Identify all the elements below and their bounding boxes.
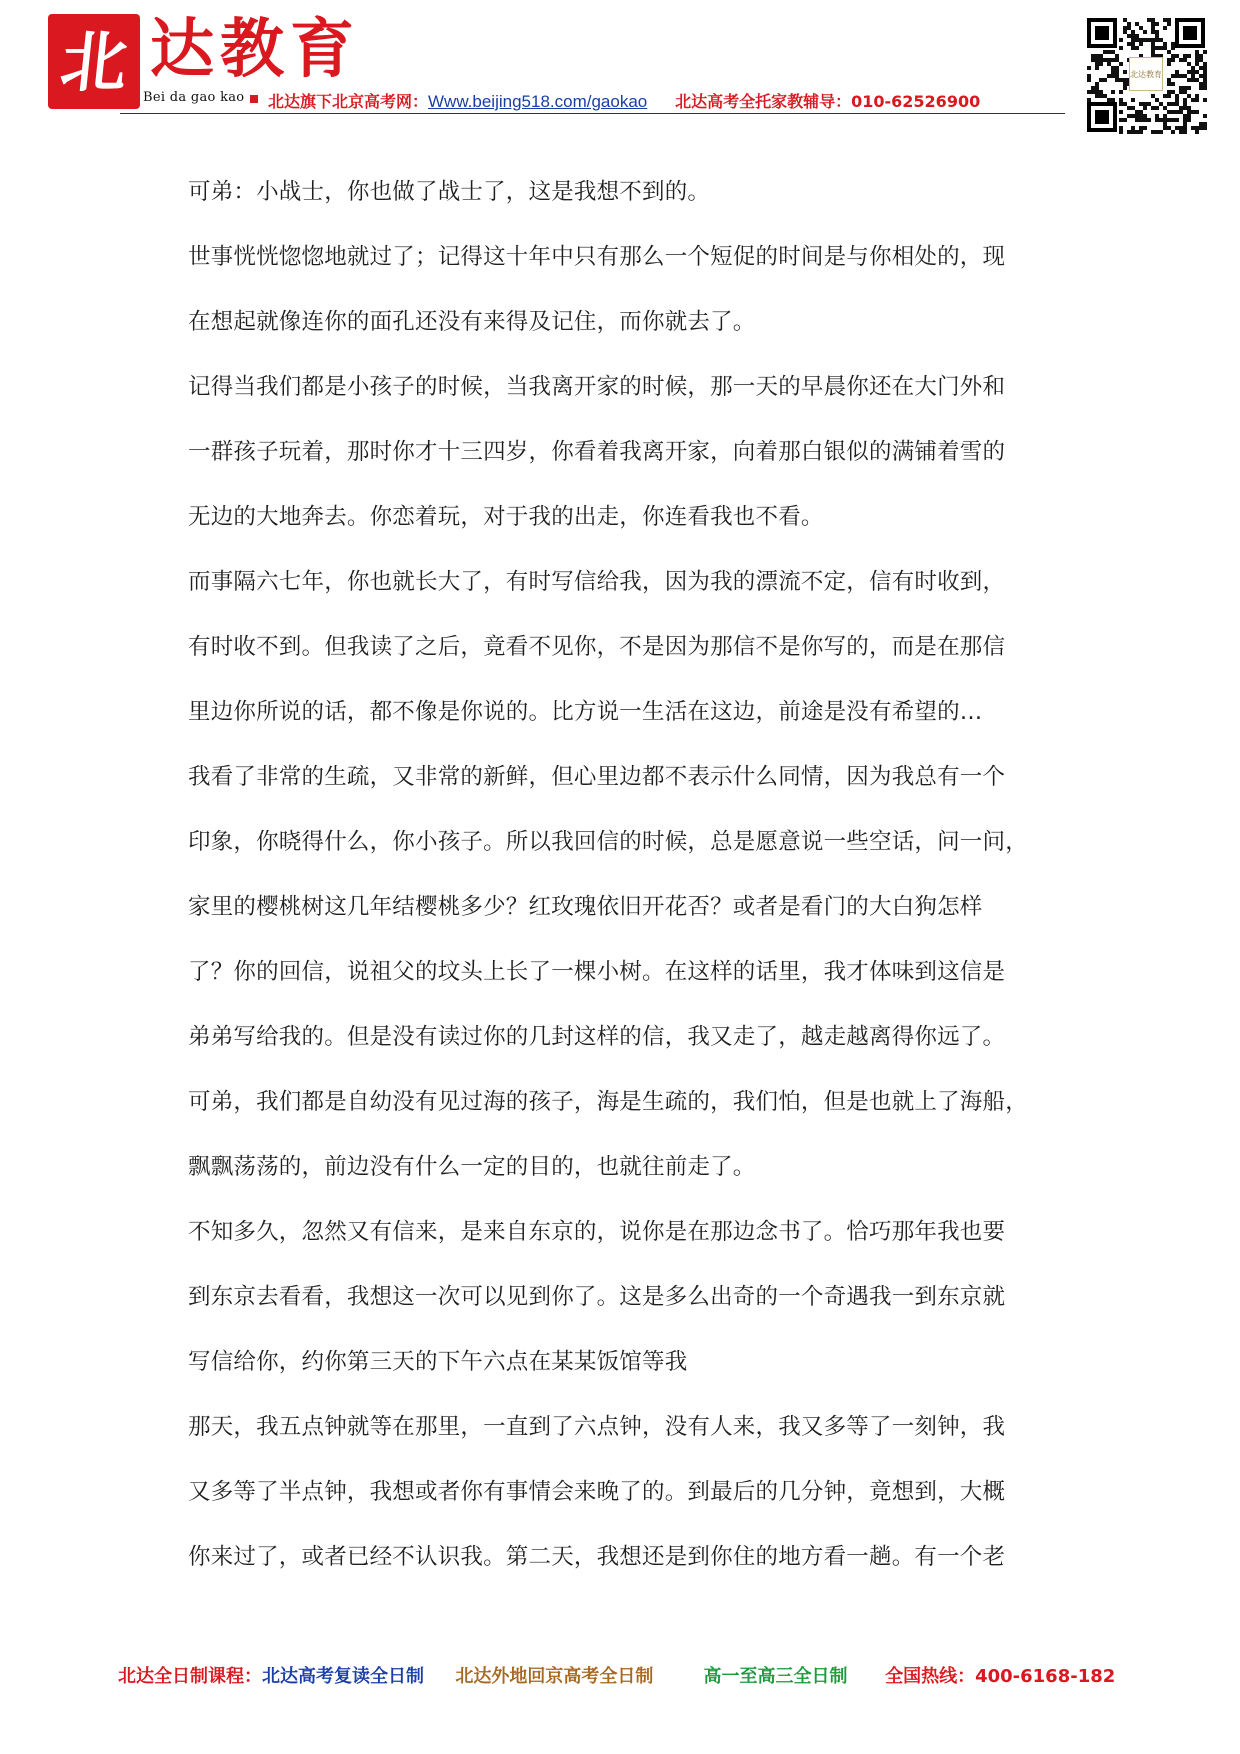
text-line: 可弟，我们都是自幼没有见过海的孩子，海是生疏的，我们怕，但是也就上了海船， [188,1089,1028,1115]
footer-label: 北达全日制课程： [118,1666,262,1687]
text-line: 有时收不到。但我读了之后，竟看不见你，不是因为那信不是你写的，而是在那信 [188,634,1006,660]
footer-course-3: 高一至高三全日制 [703,1666,848,1687]
page-footer [118,1662,1115,1688]
text-line: 里边你所说的话，都不像是你说的。比方说一生活在这边，前途是没有希望的… [188,699,983,725]
site-link[interactable]: Www.beijing518.com/gaokao [428,92,648,111]
brand-name: 达教育 [150,12,360,87]
text-line: 我看了非常的生疏，又非常的新鲜，但心里边都不表示什么同情，因为我总有一个 [188,764,1006,790]
site-label: 北达旗下北京高考网： [268,92,429,111]
text-line: 又多等了半点钟，我想或者你有事情会来晚了的。到最后的几分钟，竟想到，大概 [188,1479,1006,1505]
text-line: 了？你的回信，说祖父的坟头上长了一棵小树。在这样的话里，我才体味到这信是 [188,959,1006,985]
qr-center-label: 北达教育 [1129,57,1163,91]
footer-course-1: 北达高考复读全日制 [262,1666,424,1687]
text-line: 写信给你，约你第三天的下午六点在某某饭馆等我 [188,1349,688,1375]
text-line: 那天，我五点钟就等在那里，一直到了六点钟，没有人来，我又多等了一刻钟，我 [188,1414,1006,1440]
text-line: 你来过了，或者已经不认识我。第二天，我想还是到你住的地方看一趟。有一个老 [188,1544,1006,1570]
text-line: 飘飘荡荡的，前边没有什么一定的目的，也就往前走了。 [188,1154,756,1180]
footer-hotline: 全国热线：400-6168-182 [885,1666,1116,1687]
text-line: 无边的大地奔去。你恋着玩，对于我的出走，你连看我也不看。 [188,504,824,530]
square-bullet-icon [250,95,258,103]
footer-course-2: 北达外地回京高考全日制 [455,1666,654,1687]
logo-char: 北 [56,22,132,101]
text-line: 家里的樱桃树这几年结樱桃多少？红玫瑰依旧开花否？或者是看门的大白狗怎样 [188,894,983,920]
qr-code-icon [1085,16,1207,134]
brand-logo [48,14,140,109]
text-line: 记得当我们都是小孩子的时候，当我离开家的时候，那一天的早晨你还在大门外和 [188,374,1006,400]
tutor-label: 北达高考全托家教辅导：010-62526900 [675,92,981,111]
text-line: 一群孩子玩着，那时你才十三四岁，你看着我离开家，向着那白银似的满铺着雪的 [188,439,1006,465]
text-line: 可弟：小战士，你也做了战士了，这是我想不到的。 [188,179,711,205]
text-line: 在想起就像连你的面孔还没有来得及记住，而你就去了。 [188,309,756,335]
page-header [0,0,1240,140]
text-line: 弟弟写给我的。但是没有读过你的几封这样的信，我又走了，越走越离得你远了。 [188,1024,1006,1050]
header-info [268,89,980,112]
header-divider [120,113,1065,114]
text-line: 而事隔六七年，你也就长大了，有时写信给我，因为我的漂流不定，信有时收到， [188,569,1006,595]
text-line: 到东京去看看，我想这一次可以见到你了。这是多么出奇的一个奇遇我一到东京就 [188,1284,1006,1310]
article-body [188,160,1068,1590]
brand-subtitle: Bei da gao kao [143,90,245,105]
text-line: 印象，你晓得什么，你小孩子。所以我回信的时候，总是愿意说一些空话，问一问， [188,829,1028,855]
text-line: 不知多久，忽然又有信来，是来自东京的，说你是在那边念书了。恰巧那年我也要 [188,1219,1006,1245]
text-line: 世事恍恍惚惚地就过了；记得这十年中只有那么一个短促的时间是与你相处的，现 [188,244,1006,270]
